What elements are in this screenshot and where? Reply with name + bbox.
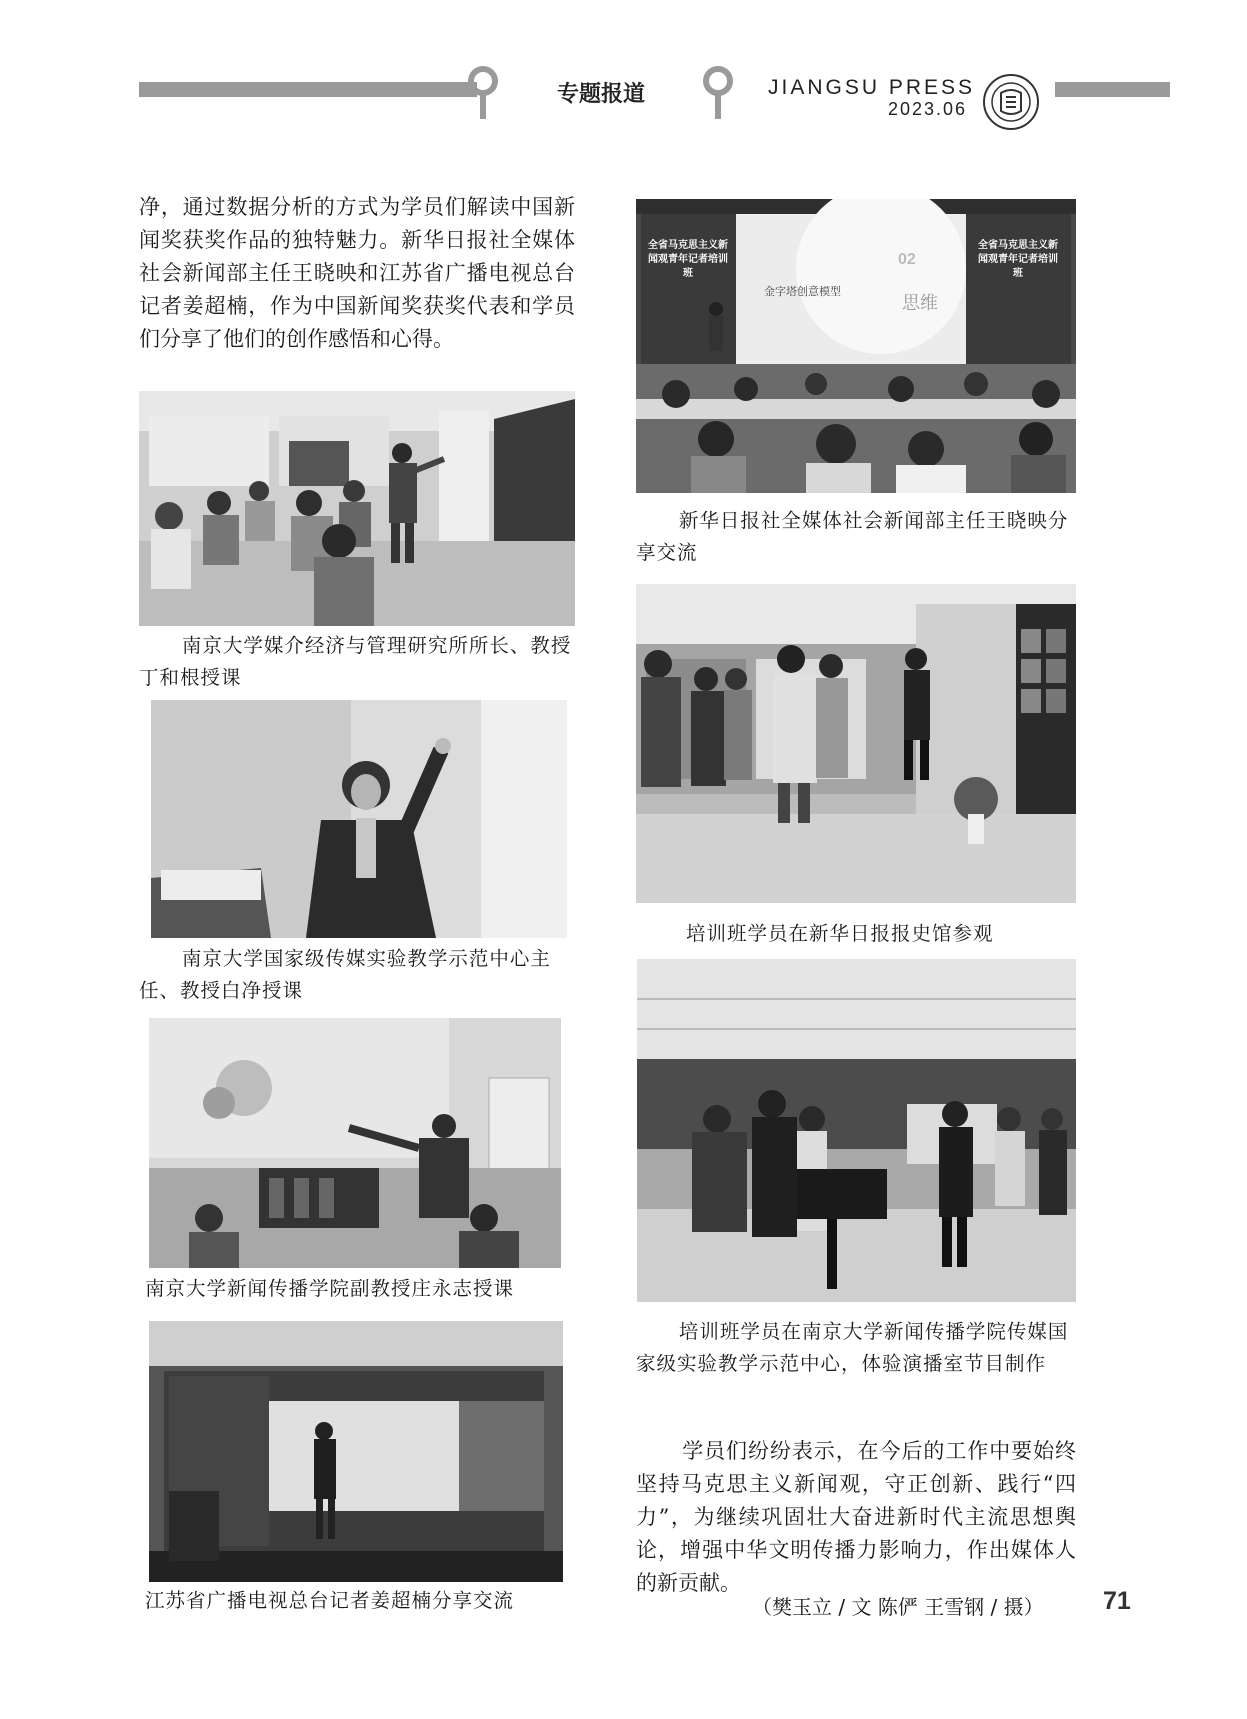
photo-text-credit: （樊玉立 / 文 陈俨 王雪钢 / 摄） (752, 1595, 1044, 1619)
page-number: 71 (1103, 1587, 1131, 1615)
caption-photo-6: 培训班学员在新华日报报史馆参观 (686, 922, 994, 945)
pin-icon (703, 66, 733, 136)
photo-lecture-bai (151, 700, 567, 938)
photo-speech-wang (636, 199, 1076, 493)
magazine-name: JIANGSU PRESS (768, 76, 976, 99)
caption-photo-2: 南京大学国家级传媒实验教学示范中心主任、教授白净授课 (139, 947, 551, 1002)
header-bar-left (139, 82, 477, 97)
photo-speech-jiang (149, 1321, 563, 1582)
slide-badge: 02 (898, 251, 916, 268)
caption-photo-3: 南京大学新闻传播学院副教授庄永志授课 (145, 1277, 515, 1300)
photo-lecture-ding (139, 391, 575, 626)
slide-left-title: 全省马克思主义新闻观青年记者培训班 (648, 240, 728, 279)
pin-icon (468, 66, 498, 136)
magazine-issue: 2023.06 (888, 99, 968, 119)
slide-right-title: 全省马克思主义新闻观青年记者培训班 (978, 240, 1058, 279)
section-title: 专题报道 (557, 82, 646, 107)
caption-photo-1: 南京大学媒介经济与管理研究所所长、教授丁和根授课 (139, 634, 572, 689)
press-logo-icon (982, 73, 1040, 131)
header-bar-right (1055, 82, 1170, 97)
slide-word: 思维 (902, 293, 938, 314)
closing-paragraph: 学员们纷纷表示，在今后的工作中要始终坚持马克思主义新闻观，守正创新、践行“四力”，为继续巩固壮大奋进新时代主流思想舆论，增强中华文明传播力影响力，作出媒体人的新贡献。 (636, 1439, 1076, 1595)
caption-photo-7: 培训班学员在南京大学新闻传播学院传媒国家级实验教学示范中心，体验演播室节目制作 (636, 1320, 1069, 1375)
intro-paragraph: 净，通过数据分析的方式为学员们解读中国新闻奖获奖作品的独特魅力。新华日报社全媒体社会新闻部主任王晓映和江苏省广播电视总台记者姜超楠，作为中国新闻奖获奖代表和学员们分享了他们的创作感悟和心得。 (139, 195, 575, 351)
photo-studio-visit (637, 959, 1076, 1302)
caption-photo-4: 江苏省广播电视总台记者姜超楠分享交流 (145, 1589, 515, 1612)
photo-museum-visit (636, 584, 1076, 903)
caption-photo-5: 新华日报社全媒体社会新闻部主任王晓映分享交流 (636, 509, 1069, 564)
slide-center-title: 金字塔创意模型 (764, 285, 841, 298)
photo-lecture-zhuang (149, 1018, 561, 1268)
